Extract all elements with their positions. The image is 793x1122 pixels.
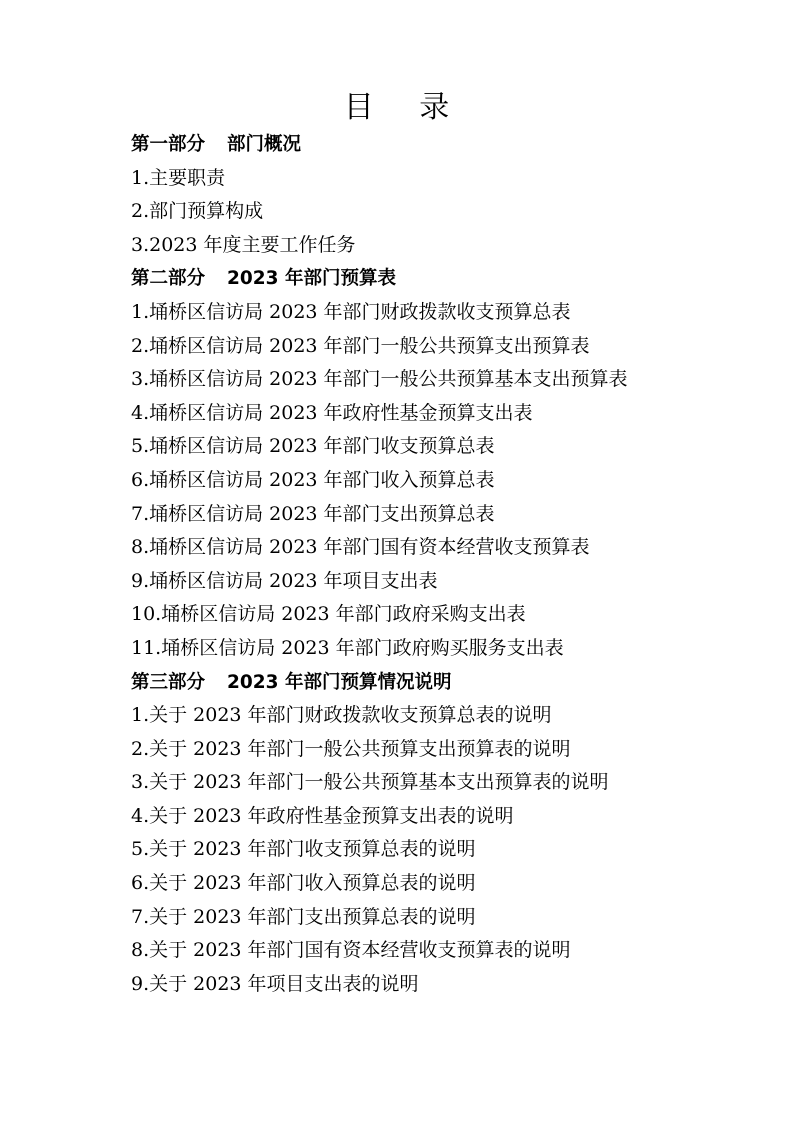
toc-item: 10.埇桥区信访局 2023 年部门政府采购支出表: [131, 603, 526, 626]
toc-item: 6.关于 2023 年部门收入预算总表的说明: [131, 872, 476, 895]
toc-item: 2.关于 2023 年部门一般公共预算支出预算表的说明: [131, 737, 571, 760]
toc-item: 6.埇桥区信访局 2023 年部门收入预算总表: [131, 468, 495, 491]
section-heading-part-2: [131, 262, 731, 296]
toc-item: 7.埇桥区信访局 2023 年部门支出预算总表: [131, 502, 495, 525]
toc-item: 9.关于 2023 年项目支出表的说明: [131, 972, 419, 995]
toc-item: 11.埇桥区信访局 2023 年部门政府购买服务支出表: [131, 636, 564, 659]
section-name: 2023 年部门预算情况说明: [227, 671, 452, 693]
toc-item: 2.埇桥区信访局 2023 年部门一般公共预算支出预算表: [131, 334, 590, 357]
toc-item: 2.部门预算构成: [131, 200, 264, 223]
section-part-label: 第一部分: [131, 134, 206, 155]
section-heading-part-3: [131, 666, 731, 700]
section-name: 2023 年部门预算表: [227, 268, 396, 290]
toc-item: 1.埇桥区信访局 2023 年部门财政拨款收支预算总表: [131, 300, 571, 323]
section-part-label: 第二部分: [131, 268, 206, 290]
toc-item: 8.关于 2023 年部门国有资本经营收支预算表的说明: [131, 939, 571, 962]
toc-item: 5.关于 2023 年部门收支预算总表的说明: [131, 838, 476, 861]
toc-item: 4.关于 2023 年政府性基金预算支出表的说明: [131, 804, 514, 827]
section-name: 部门概况: [227, 134, 302, 155]
toc-item: 3.关于 2023 年部门一般公共预算基本支出预算表的说明: [131, 771, 609, 794]
toc-item: 7.关于 2023 年部门支出预算总表的说明: [131, 905, 476, 928]
toc-item: 9.埇桥区信访局 2023 年项目支出表: [131, 569, 438, 592]
section-heading-part-1: [131, 128, 731, 162]
page-title: 目 录: [343, 90, 468, 125]
toc-item: 5.埇桥区信访局 2023 年部门收支预算总表: [131, 435, 495, 458]
table-of-contents: [131, 128, 731, 1001]
toc-item: 1.主要职责: [131, 166, 226, 189]
toc-item: 4.埇桥区信访局 2023 年政府性基金预算支出表: [131, 401, 533, 424]
toc-item: 3.埇桥区信访局 2023 年部门一般公共预算基本支出预算表: [131, 368, 628, 391]
toc-item: 3.2023 年度主要工作任务: [131, 233, 356, 256]
toc-item: 1.关于 2023 年部门财政拨款收支预算总表的说明: [131, 704, 552, 727]
section-part-label: 第三部分: [131, 671, 206, 693]
toc-item: 8.埇桥区信访局 2023 年部门国有资本经营收支预算表: [131, 536, 590, 559]
